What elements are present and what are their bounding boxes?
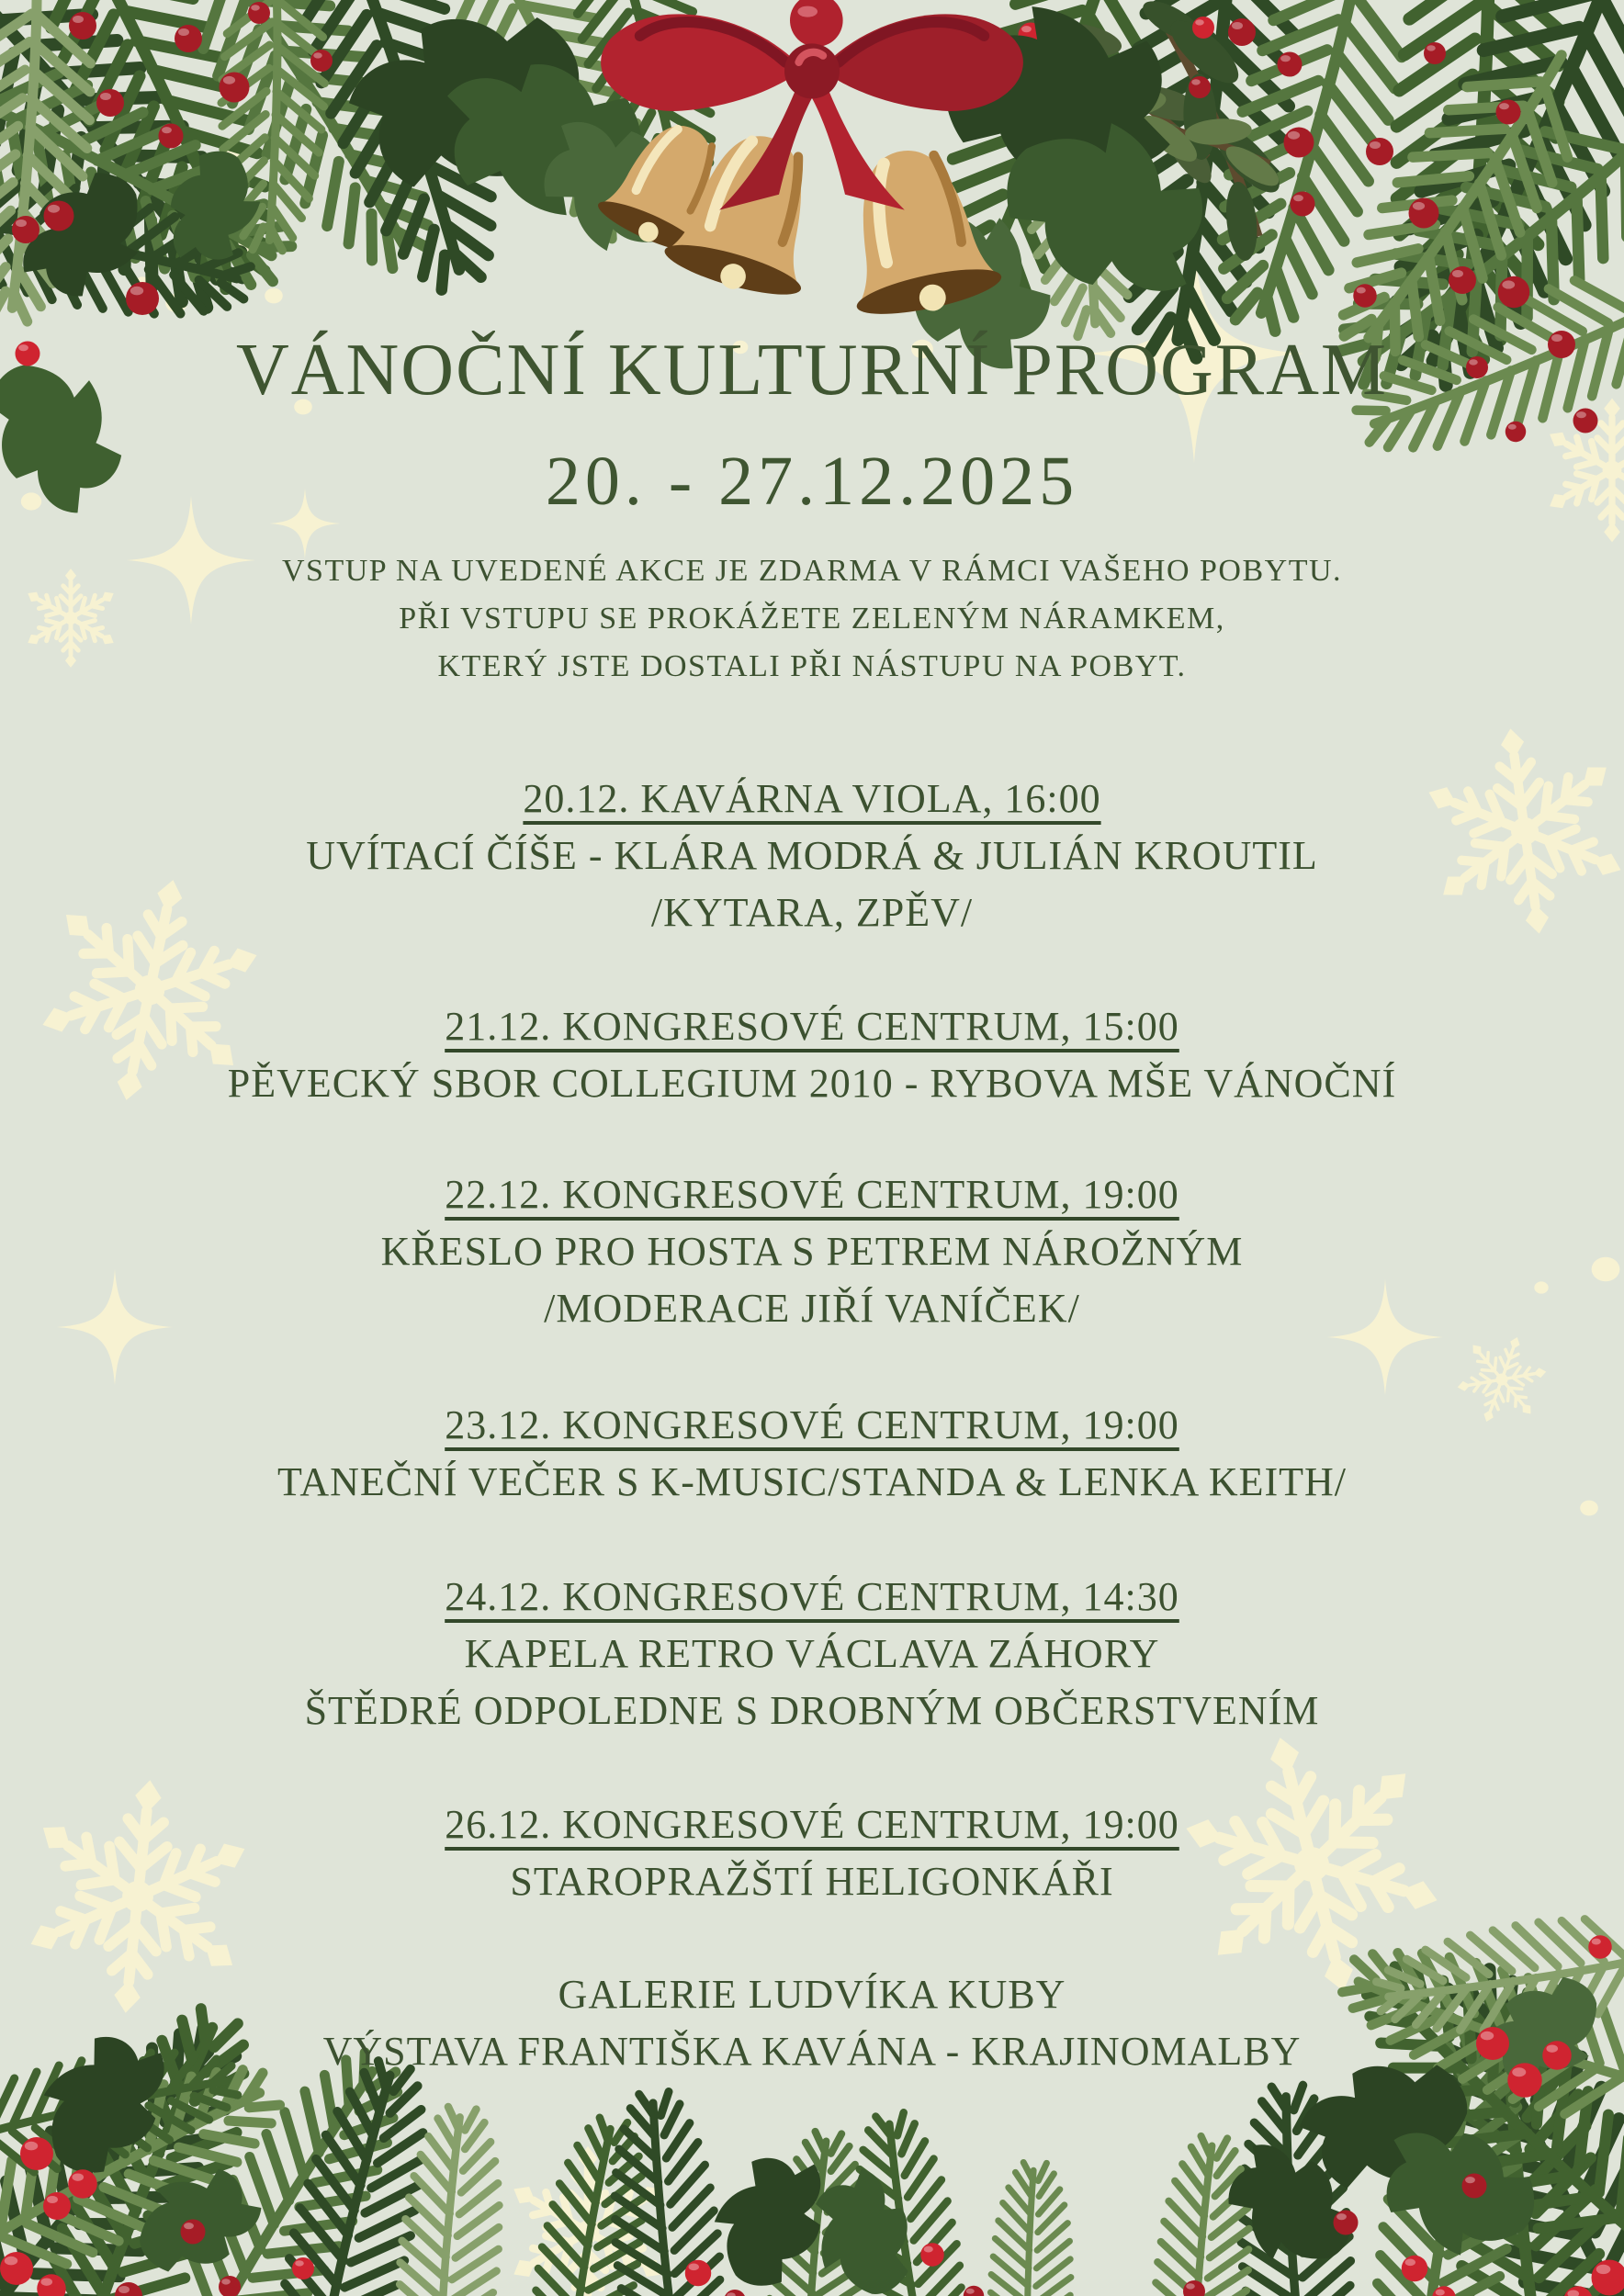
event-3-header-text: 22.12. KONGRESOVÉ CENTRUM, 19:00: [445, 1172, 1179, 1217]
event-2-line: PĚVECKÝ SBOR COLLEGIUM 2010 - RYBOVA MŠE VÁNOČNÍ: [227, 1061, 1397, 1106]
intro-line: PŘI VSTUPU SE PROKÁŽETE ZELENÝM NÁRAMKEM,: [399, 602, 1225, 636]
event-6-header: [0, 1796, 1624, 1853]
event-3-line: KŘESLO PRO HOSTA S PETREM NÁROŽNÝM: [380, 1229, 1244, 1274]
event-1-header-text: 20.12. KAVÁRNA VIOLA, 16:00: [523, 776, 1101, 821]
berry-icon: [20, 2137, 53, 2170]
berry-icon: [1449, 266, 1476, 294]
event-3-line: /MODERACE JIŘÍ VANÍČEK/: [544, 1286, 1080, 1331]
berry-icon: [175, 25, 202, 52]
berry-icon: [1189, 76, 1211, 98]
berry-icon: [96, 89, 124, 117]
berry-icon: [159, 124, 184, 149]
event-6: [0, 1796, 1624, 1910]
berry-icon: [1192, 17, 1214, 39]
berry-icon: [1498, 276, 1530, 309]
event-5-header: [0, 1569, 1624, 1626]
berry-icon: [292, 2257, 314, 2279]
berry-icon: [115, 2282, 142, 2296]
event-5-line: ŠTĚDRÉ ODPOLEDNE S DROBNÝM OBČERSTVENÍM: [304, 1688, 1320, 1733]
event-4-header-text: 23.12. KONGRESOVÉ CENTRUM, 19:00: [445, 1402, 1179, 1447]
berry-icon: [12, 216, 39, 243]
berry-icon: [1366, 138, 1393, 165]
gallery-line: GALERIE LUDVÍKA KUBY: [558, 1972, 1066, 2017]
berry-icon: [1424, 42, 1446, 64]
intro-line: KTERÝ JSTE DOSTALI PŘI NÁSTUPU NA POBYT.: [437, 649, 1187, 683]
pine-frond-icon: [391, 2104, 511, 2296]
gallery-block: [0, 1966, 1624, 2080]
page-title: VÁNOČNÍ KULTURNÍ PROGRAM: [235, 330, 1388, 411]
berry-icon: [68, 2169, 97, 2199]
berry-icon: [1228, 18, 1256, 46]
event-3: [0, 1166, 1624, 1337]
event-2: [0, 998, 1624, 1112]
event-2-header: [0, 998, 1624, 1055]
berry-icon: [69, 12, 96, 39]
berry-icon: [920, 2243, 944, 2267]
berry-icon: [248, 2, 270, 24]
event-5-header-text: 24.12. KONGRESOVÉ CENTRUM, 14:30: [445, 1574, 1179, 1619]
event-6-line: STAROPRAŽŠTÍ HELIGONKÁŘI: [510, 1859, 1114, 1904]
date-range: 20. - 27.12.2025: [545, 443, 1079, 520]
berry-icon: [1353, 284, 1377, 308]
event-1: [0, 771, 1624, 941]
berry-icon: [181, 2220, 206, 2245]
berry-icon: [44, 201, 74, 231]
event-5: [0, 1569, 1624, 1739]
berry-icon: [0, 2252, 33, 2285]
berry-icon: [126, 282, 159, 315]
intro-text: [0, 547, 1624, 691]
berry-icon: [43, 2192, 71, 2220]
event-1-header: [0, 771, 1624, 827]
berry-icon: [1278, 52, 1303, 77]
berry-icon: [1334, 2211, 1359, 2235]
berry-icon: [1402, 2256, 1428, 2282]
event-6-header-text: 26.12. KONGRESOVÉ CENTRUM, 19:00: [445, 1802, 1179, 1847]
snow-dot: [265, 288, 283, 304]
event-1-line: /KYTARA, ZPĚV/: [650, 890, 974, 935]
event-4-line: TANEČNÍ VEČER S K-MUSIC/STANDA & LENKA KEITH/: [276, 1459, 1348, 1504]
berry-icon: [685, 2260, 712, 2287]
event-4: [0, 1397, 1624, 1511]
berry-icon: [964, 2286, 985, 2296]
pine-frond-icon: [987, 2161, 1075, 2296]
event-2-header-text: 21.12. KONGRESOVÉ CENTRUM, 15:00: [445, 1004, 1179, 1049]
event-4-header: [0, 1397, 1624, 1454]
berry-icon: [1291, 192, 1315, 217]
berry-icon: [724, 2290, 746, 2296]
event-3-header: [0, 1166, 1624, 1223]
berry-icon: [1409, 198, 1439, 229]
gallery-line: VÝSTAVA FRANTIŠKA KAVÁNA - KRAJINOMALBY: [322, 2029, 1302, 2074]
berry-icon: [1588, 1935, 1612, 1959]
event-1-line: UVÍTACÍ ČÍŠE - KLÁRA MODRÁ & JULIÁN KROUTIL: [306, 833, 1318, 878]
berry-icon: [310, 50, 333, 72]
berry-icon: [1496, 100, 1521, 125]
berry-icon: [1284, 128, 1314, 158]
intro-line: VSTUP NA UVEDENÉ AKCE JE ZDARMA V RÁMCI VAŠEHO POBYTU.: [281, 554, 1343, 588]
pine-frond-icon: [1147, 2133, 1259, 2296]
event-5-line: KAPELA RETRO VÁCLAVA ZÁHORY: [464, 1631, 1160, 1676]
berry-icon: [220, 73, 250, 103]
berry-icon: [1462, 2174, 1487, 2199]
